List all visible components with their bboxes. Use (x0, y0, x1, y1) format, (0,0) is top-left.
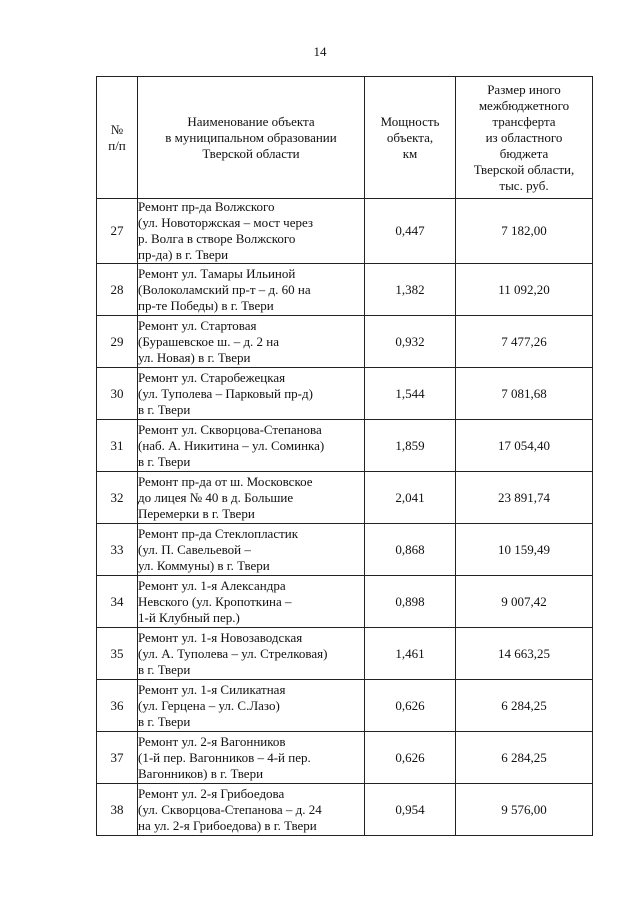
object-capacity: 1,461 (365, 628, 456, 680)
transfer-table (96, 76, 593, 836)
transfer-amount: 10 159,49 (456, 524, 593, 576)
object-capacity: 1,544 (365, 368, 456, 420)
object-capacity: 1,859 (365, 420, 456, 472)
text-line: Перемерки в г. Твери (138, 505, 255, 521)
text-line: 1-й Клубный пер.) (138, 609, 240, 625)
text-line: Наименование объекта (187, 113, 315, 129)
text-line: в г. Твери (138, 401, 191, 417)
text-line: № (110, 121, 124, 137)
row-number: 35 (97, 628, 138, 680)
table-row (97, 472, 593, 524)
text-line: Ремонт ул. 2-я Грибоедова (138, 785, 285, 801)
row-number: 34 (97, 576, 138, 628)
transfer-amount: 23 891,74 (456, 472, 593, 524)
text-line: Ремонт ул. Тамары Ильиной (138, 265, 296, 281)
object-capacity: 0,626 (365, 732, 456, 784)
row-number: 30 (97, 368, 138, 420)
object-name (138, 524, 365, 576)
object-capacity: 0,868 (365, 524, 456, 576)
object-name (138, 264, 365, 316)
transfer-amount: 9 007,42 (456, 576, 593, 628)
text-line: Ремонт ул. 2-я Вагонников (138, 733, 286, 749)
text-line: в г. Твери (138, 713, 191, 729)
table-row (97, 368, 593, 420)
text-line: в муниципальном образовании (165, 129, 337, 145)
text-line: Мощность (380, 113, 440, 129)
text-line: (ул. Скворцова-Степанова – д. 24 (138, 801, 322, 817)
text-line: км (402, 145, 418, 161)
object-name (138, 680, 365, 732)
text-line: (наб. А. Никитина – ул. Соминка) (138, 437, 325, 453)
text-line: Тверской области, (473, 161, 575, 177)
text-line: в г. Твери (138, 661, 191, 677)
table-body (97, 199, 593, 836)
object-name (138, 316, 365, 368)
object-name (138, 472, 365, 524)
table-row (97, 628, 593, 680)
text-line: Тверской области (202, 145, 300, 161)
object-capacity: 0,447 (365, 199, 456, 264)
text-line: Ремонт пр-да от ш. Московское (138, 473, 313, 489)
table-row (97, 680, 593, 732)
text-line: Ремонт ул. 1-я Александра (138, 577, 286, 593)
transfer-amount: 17 054,40 (456, 420, 593, 472)
text-line: р. Волга в створе Волжского (138, 231, 296, 246)
text-line: Ремонт ул. Старобежецкая (138, 369, 286, 385)
transfer-amount: 7 081,68 (456, 368, 593, 420)
text-line: бюджета (499, 145, 549, 161)
transfer-amount: 6 284,25 (456, 732, 593, 784)
object-name (138, 368, 365, 420)
text-line: ул. Коммуны) в г. Твери (138, 557, 270, 573)
row-number: 27 (97, 199, 138, 264)
text-line: Ремонт ул. 1-я Новозаводская (138, 629, 303, 645)
object-name (138, 732, 365, 784)
text-line: Ремонт ул. Скворцова-Степанова (138, 421, 322, 437)
transfer-amount: 9 576,00 (456, 784, 593, 836)
text-line: из областного (485, 129, 563, 145)
transfer-amount: 6 284,25 (456, 680, 593, 732)
row-number: 31 (97, 420, 138, 472)
table-row (97, 732, 593, 784)
object-capacity: 0,932 (365, 316, 456, 368)
header-num (97, 77, 138, 199)
object-capacity: 0,626 (365, 680, 456, 732)
text-line: пр-да) в г. Твери (138, 247, 229, 262)
transfer-amount: 14 663,25 (456, 628, 593, 680)
text-line: Ремонт ул. Стартовая (138, 317, 257, 333)
object-capacity: 0,898 (365, 576, 456, 628)
text-line: Невского (ул. Кропоткина – (138, 593, 292, 609)
row-number: 33 (97, 524, 138, 576)
row-number: 36 (97, 680, 138, 732)
header-capacity (365, 77, 456, 199)
row-number: 32 (97, 472, 138, 524)
transfer-amount: 7 477,26 (456, 316, 593, 368)
header-amount (456, 77, 593, 199)
text-line: (Бурашевское ш. – д. 2 на (138, 333, 280, 349)
text-line: на ул. 2-я Грибоедова) в г. Твери (138, 817, 317, 833)
text-line: (ул. Туполева – Парковый пр-д) (138, 385, 313, 401)
row-number: 29 (97, 316, 138, 368)
row-number: 38 (97, 784, 138, 836)
text-line: трансферта (492, 113, 556, 129)
object-capacity: 0,954 (365, 784, 456, 836)
table-row (97, 576, 593, 628)
text-line: тыс. руб. (499, 177, 549, 193)
object-capacity: 1,382 (365, 264, 456, 316)
text-line: Ремонт ул. 1-я Силикатная (138, 681, 286, 697)
table-row (97, 199, 593, 264)
text-line: Ремонт пр-да Стеклопластик (138, 525, 299, 541)
text-line: п/п (108, 137, 126, 153)
text-line: (ул. А. Туполева – ул. Стрелковая) (138, 645, 328, 661)
table-header (97, 77, 593, 199)
table-row (97, 420, 593, 472)
text-line: (ул. Герцена – ул. С.Лазо) (138, 697, 280, 713)
text-line: Вагонников) в г. Твери (138, 765, 264, 781)
object-name (138, 576, 365, 628)
row-number: 37 (97, 732, 138, 784)
text-line: Ремонт пр-да Волжского (138, 199, 275, 214)
object-name (138, 628, 365, 680)
table-row (97, 316, 593, 368)
page-number: 14 (313, 44, 327, 59)
text-line: пр-те Победы) в г. Твери (138, 297, 274, 313)
text-line: ул. Новая) в г. Твери (138, 349, 251, 365)
table-row (97, 784, 593, 836)
transfer-amount: 11 092,20 (456, 264, 593, 316)
text-line: объекта, (386, 129, 434, 145)
table-row (97, 264, 593, 316)
object-name (138, 420, 365, 472)
text-line: в г. Твери (138, 453, 191, 469)
text-line: (ул. Новоторжская – мост через (138, 215, 314, 230)
object-name (138, 784, 365, 836)
row-number: 28 (97, 264, 138, 316)
object-name (138, 199, 365, 264)
header-name (138, 77, 365, 199)
text-line: межбюджетного (478, 97, 570, 113)
text-line: (ул. П. Савельевой – (138, 541, 251, 557)
text-line: до лицея № 40 в д. Большие (138, 489, 294, 505)
table-row (97, 524, 593, 576)
text-line: (1-й пер. Вагонников – 4-й пер. (138, 749, 311, 765)
text-line: Размер иного (487, 81, 561, 97)
transfer-amount: 7 182,00 (456, 199, 593, 264)
text-line: (Волоколамский пр-т – д. 60 на (138, 281, 311, 297)
object-capacity: 2,041 (365, 472, 456, 524)
